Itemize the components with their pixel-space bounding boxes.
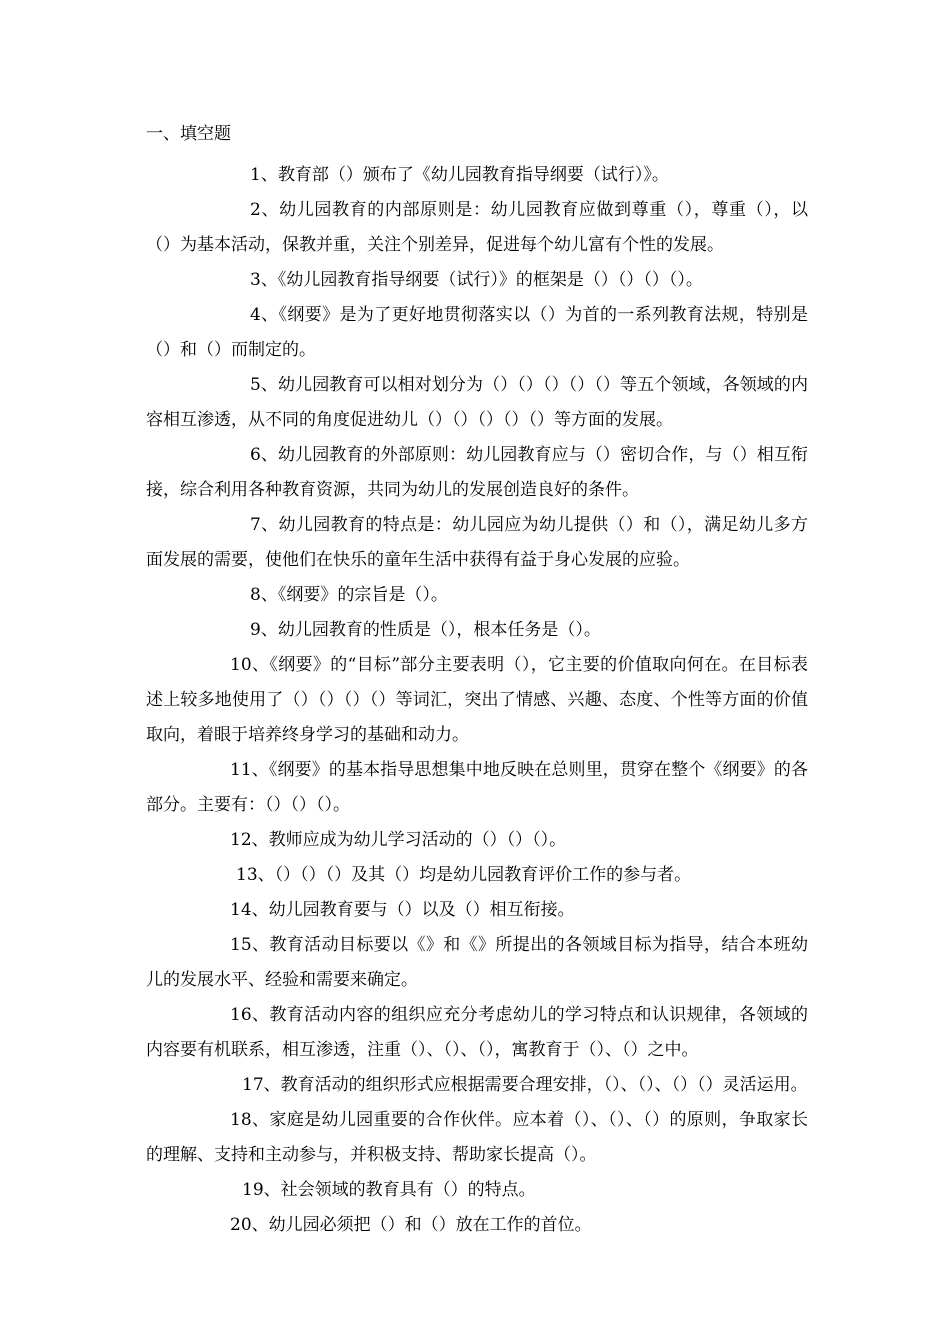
question-item-2: 2、幼儿园教育的内部原则是：幼儿园教育应做到尊重（），尊重（），以（）为基本活动，保教并重，关注个别差异，促进每个幼儿富有个性的发展。 [146,200,808,255]
question-item-4: 4、《纲要》是为了更好地贯彻落实以（）为首的一系列教育法规，特别是（）和（）而制定的。 [146,305,808,360]
question-item-6: 6、幼儿园教育的外部原则：幼儿园教育应与（）密切合作，与（）相互衔接，综合利用各种教育资源，共同为幼儿的发展创造良好的条件。 [146,445,808,500]
question-item-16: 16、教育活动内容的组织应充分考虑幼儿的学习特点和认识规律，各领域的内容要有机联系，相互渗透，注重（）、（）、（），寓教育于（）、（）之中。 [146,1005,808,1060]
question-item-3: 3、《幼儿园教育指导纲要（试行）》的框架是（）（）（）（）。 [250,270,703,290]
question-item-12: 12、教师应成为幼儿学习活动的（）（）（）。 [230,830,567,850]
question-item-1: 1、教育部（）颁布了《幼儿园教育指导纲要（试行）》。 [250,165,669,185]
question-item-13: 13、（）（）（）及其（）均是幼儿园教育评价工作的参与者。 [236,865,692,885]
question-item-10: 10、《纲要》的“目标”部分主要表明（），它主要的价值取向何在。在目标表述上较多地使用了（）（）（）（）等词汇，突出了情感、兴趣、态度、个性等方面的价值取向，着眼于培养终身学习的基础和动力。 [146,655,808,745]
question-item-7: 7、幼儿园教育的特点是：幼儿园应为幼儿提供（）和（），满足幼儿多方面发展的需要，使他们在快乐的童年生活中获得有益于身心发展的应验。 [146,515,808,570]
question-item-17: 17、教育活动的组织形式应根据需要合理安排，（）、（）、（）（）灵活运用。 [242,1075,808,1095]
question-item-11: 11、《纲要》的基本指导思想集中地反映在总则里，贯穿在整个《纲要》的各部分。主要有：（）（）（）。 [146,760,808,815]
question-item-5: 5、幼儿园教育可以相对划分为（）（）（）（）（）等五个领域，各领域的内容相互渗透，从不同的角度促进幼儿（）（）（）（）（）等方面的发展。 [146,375,808,430]
question-item-19: 19、社会领域的教育具有（）的特点。 [242,1180,536,1200]
section-title: 一、填空题 [146,124,231,144]
question-item-9: 9、幼儿园教育的性质是（），根本任务是（）。 [250,620,601,640]
question-item-8: 8、《纲要》的宗旨是（）。 [250,585,448,605]
question-item-20: 20、幼儿园必须把（）和（）放在工作的首位。 [230,1215,592,1235]
question-list [146,158,808,1243]
question-item-18: 18、家庭是幼儿园重要的合作伙伴。应本着（）、（）、（）的原则，争取家长的理解、支持和主动参与，并积极支持、帮助家长提高（）。 [146,1110,808,1165]
question-item-15: 15、教育活动目标要以《》和《》所提出的各领域目标为指导，结合本班幼儿的发展水平、经验和需要来确定。 [146,935,808,990]
question-item-14: 14、幼儿园教育要与（）以及（）相互衔接。 [230,900,575,920]
